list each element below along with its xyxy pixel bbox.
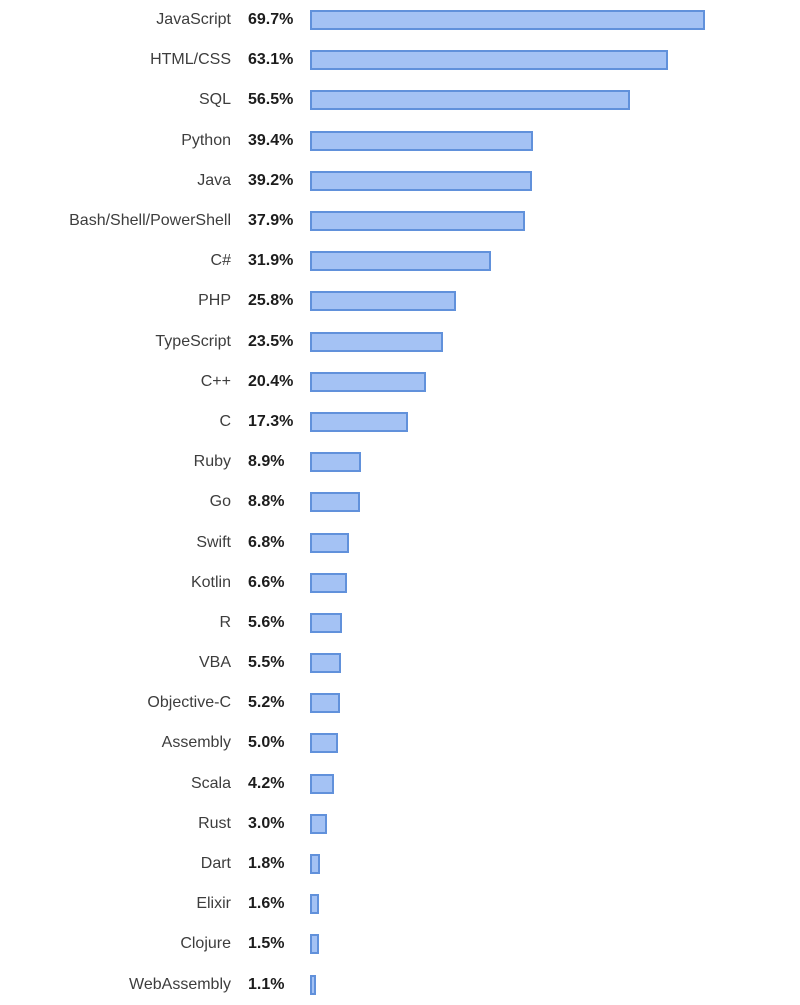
value-label: 37.9% [248, 212, 294, 230]
value-label: 17.3% [248, 412, 294, 430]
bar-area [310, 683, 800, 723]
chart-row [0, 844, 800, 884]
value-label: 69.7% [248, 11, 294, 29]
bar-area [310, 121, 800, 161]
category-label: HTML/CSS [150, 51, 231, 69]
bar [310, 894, 319, 914]
value-label: 1.1% [248, 975, 285, 993]
category-label: Elixir [196, 895, 231, 913]
category-label: Scala [190, 774, 231, 792]
bar-area [310, 362, 800, 402]
bar-area [310, 723, 800, 763]
bar-area [310, 804, 800, 844]
bar [310, 211, 525, 231]
bar [310, 10, 705, 30]
category-label: Assembly [161, 734, 231, 752]
chart-row [0, 0, 800, 40]
bar-area [310, 201, 800, 241]
category-label: C [219, 412, 231, 430]
bar-area [310, 965, 800, 1005]
bar-area [310, 161, 800, 201]
category-label: C# [210, 252, 231, 270]
bar-area [310, 0, 800, 40]
chart-row [0, 482, 800, 522]
category-label: Java [197, 171, 231, 189]
chart-row [0, 804, 800, 844]
category-label: VBA [198, 654, 231, 672]
category-label: R [219, 613, 231, 631]
bar-area [310, 884, 800, 924]
value-label: 39.4% [248, 131, 294, 149]
chart-row [0, 241, 800, 281]
bar [310, 251, 491, 271]
chart-row [0, 683, 800, 723]
value-label: 31.9% [248, 252, 294, 270]
bar [310, 854, 320, 874]
category-label: Bash/Shell/PowerShell [69, 212, 231, 230]
bar-area [310, 643, 800, 683]
category-label: WebAssembly [129, 975, 231, 993]
category-label: TypeScript [155, 332, 231, 350]
bar-area [310, 442, 800, 482]
bar [310, 171, 532, 191]
bar-area [310, 563, 800, 603]
value-label: 5.6% [248, 613, 285, 631]
bar-area [310, 764, 800, 804]
chart-row [0, 563, 800, 603]
chart-row [0, 402, 800, 442]
value-label: 63.1% [248, 51, 294, 69]
category-label: Kotlin [190, 573, 231, 591]
value-label: 1.5% [248, 935, 285, 953]
value-label: 5.2% [248, 694, 285, 712]
value-label: 1.6% [248, 895, 285, 913]
value-label: 8.8% [248, 493, 285, 511]
chart-row [0, 80, 800, 120]
bar-area [310, 482, 800, 522]
bar [310, 975, 316, 995]
category-label: Python [181, 131, 231, 149]
category-label: JavaScript [156, 11, 231, 29]
bar-area [310, 281, 800, 321]
category-label: Objective-C [147, 694, 231, 712]
value-label: 56.5% [248, 91, 294, 109]
bar [310, 90, 630, 110]
chart-row [0, 643, 800, 683]
value-label: 20.4% [248, 372, 294, 390]
chart-row [0, 121, 800, 161]
bar-area [310, 844, 800, 884]
value-label: 25.8% [248, 292, 294, 310]
bar [310, 653, 341, 673]
category-label: Clojure [180, 935, 231, 953]
chart-row [0, 723, 800, 763]
category-label: Rust [198, 814, 231, 832]
value-label: 6.8% [248, 533, 285, 551]
value-label: 39.2% [248, 171, 294, 189]
category-label: Ruby [193, 453, 231, 471]
bar [310, 452, 361, 472]
bar-area [310, 402, 800, 442]
value-label: 8.9% [248, 453, 285, 471]
bar [310, 332, 443, 352]
bar-area [310, 241, 800, 281]
bar-area [310, 522, 800, 562]
bar [310, 693, 340, 713]
value-label: 1.8% [248, 855, 285, 873]
bar [310, 50, 668, 70]
value-label: 6.6% [248, 573, 285, 591]
chart-row [0, 442, 800, 482]
value-label: 5.5% [248, 654, 285, 672]
chart-row [0, 281, 800, 321]
chart-row [0, 161, 800, 201]
chart-row [0, 603, 800, 643]
category-label: C++ [200, 372, 231, 390]
bar [310, 492, 360, 512]
bar [310, 131, 533, 151]
bar [310, 613, 342, 633]
category-label: PHP [198, 292, 231, 310]
bar [310, 814, 327, 834]
bar-area [310, 40, 800, 80]
value-label: 3.0% [248, 814, 285, 832]
category-label: Swift [196, 533, 231, 551]
category-label: Go [209, 493, 231, 511]
chart-row [0, 884, 800, 924]
bar [310, 733, 338, 753]
chart-row [0, 522, 800, 562]
chart-row [0, 201, 800, 241]
value-label: 5.0% [248, 734, 285, 752]
chart-row [0, 40, 800, 80]
bar-area [310, 924, 800, 964]
bar [310, 372, 426, 392]
bar [310, 774, 334, 794]
chart-row [0, 362, 800, 402]
bar [310, 291, 456, 311]
chart-row [0, 764, 800, 804]
category-label: Dart [200, 855, 231, 873]
value-label: 23.5% [248, 332, 294, 350]
bar-area [310, 603, 800, 643]
category-label: SQL [198, 91, 231, 109]
chart-row [0, 322, 800, 362]
bar [310, 533, 349, 553]
bar [310, 573, 347, 593]
chart-row [0, 924, 800, 964]
bar [310, 412, 408, 432]
chart-row [0, 965, 800, 1005]
bar-area [310, 80, 800, 120]
value-label: 4.2% [248, 774, 285, 792]
bar [310, 934, 319, 954]
bar-area [310, 322, 800, 362]
